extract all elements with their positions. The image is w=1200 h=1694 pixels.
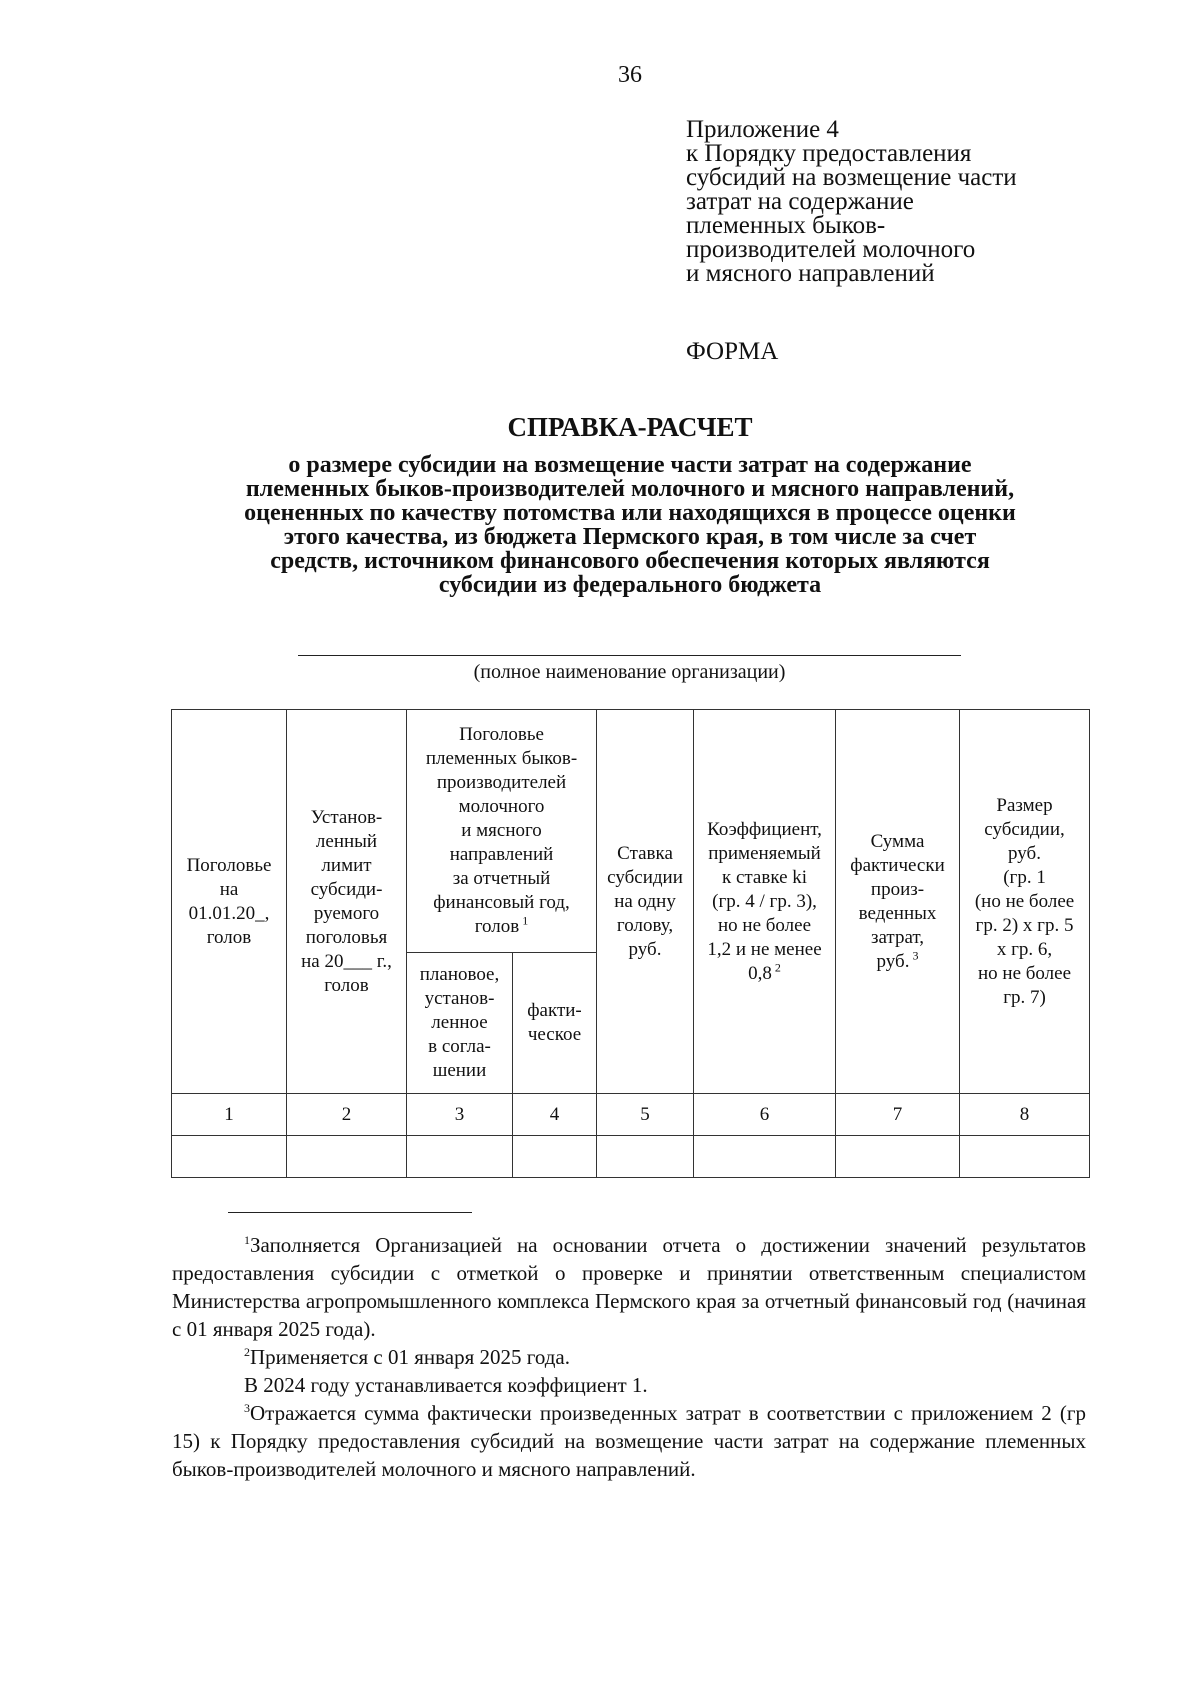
header-text-line: в согла- [428,1036,491,1057]
footnotes [172,1231,1086,1483]
subtitle-line: субсидии из федерального бюджета [438,572,822,598]
subtitle-line: этого качества, из бюджета Пермского края, в том числе за счет [283,524,977,550]
header-text-line: применяемый [708,842,821,864]
appendix-line: затрат на содержание [686,188,914,215]
header-text-line: 0,8 $^2$ [748,960,781,984]
header-text-line: веденных [858,902,937,924]
header-col-6 [694,710,836,1094]
header-text-line: Коэффициент, [707,818,822,840]
subtitle-line: оцененных по качеству потомства или находящихся в процессе оценки [244,500,1016,526]
header-text-line: (гр. 4 / гр. 3), [712,890,817,912]
header-text-line: фактически [850,854,945,876]
column-number: 1 [172,1094,287,1136]
header-text-line: ленное [431,1012,488,1033]
column-number-row [172,1094,1090,1136]
header-text-line: производителей [436,772,567,793]
header-text-line: голов [324,974,369,996]
header-text-line: x гр. 6, [996,938,1053,960]
column-number: 4 [513,1094,597,1136]
header-text-line: направлений [449,844,554,865]
column-number: 5 [597,1094,694,1136]
header-col-2 [287,710,407,1094]
header-col-1 [172,710,287,1094]
column-number: 6 [694,1094,836,1136]
header-text-line: голов [206,926,252,948]
header-text-line: гр. 2) x гр. 5 [975,914,1074,936]
header-text-line: субсиди- [310,878,383,900]
footnote-text: Заполняется Организацией на основании отчета о достижении значений результатов предоставления субсидии с отметкой о проверке и принятии ответственным специалистом Министерства агропромышленного комплекса Пермского края за отчетный финансовый год (начиная с 01 января 2025 года). [172,1233,1086,1341]
footnote-ref: 1 [519,913,529,928]
document-title: СПРАВКА-РАСЧЕТ [507,412,753,442]
appendix-line: племенных быков- [686,212,886,239]
data-entry-row[interactable] [172,1136,1090,1178]
header-text-line: на одну [614,890,676,912]
header-text-line: факти- [527,1000,582,1021]
footnote-mark: 3 [244,1401,250,1415]
header-text-line: молочного [458,796,545,817]
header-text-line: к ставке ki [721,866,808,888]
subtitle-line: о размере субсидии на возмещение части затрат на содержание [288,452,972,478]
footnote-2 [172,1343,1086,1371]
header-text-line: голову, [616,914,674,936]
header-text-line: 1,2 и не менее [707,938,822,960]
entry-cell[interactable] [407,1136,513,1178]
organization-name-caption: (полное наименование организации) [473,661,786,683]
entry-cell[interactable] [836,1136,960,1178]
footnote-1 [172,1231,1086,1343]
header-text-line: Размер [996,794,1053,816]
page-number: 36 [618,62,642,88]
footnote-text: Применяется с 01 января 2025 года. [250,1345,570,1369]
header-text-line: но не более [977,962,1072,984]
appendix-line: субсидий на возмещение части [686,164,1017,191]
header-text-line: финансовый год, [433,892,570,913]
entry-cell[interactable] [597,1136,694,1178]
calculation-table [171,709,1090,1178]
header-text-line: затрат, [870,926,925,948]
header-text-line: установ- [424,988,495,1009]
entry-cell[interactable] [172,1136,287,1178]
header-text-line: руб. $^3$ [876,948,919,972]
appendix-reference [686,118,1017,286]
header-text-line: голов $^1$ [474,913,529,937]
header-text-line: руемого [313,902,380,924]
subtitle-line: племенных быков-производителей молочного и мясного направлений, [245,476,1015,502]
header-text-line: руб. [1008,842,1041,864]
entry-cell[interactable] [694,1136,836,1178]
header-text-line: поголовья [305,926,388,948]
footnote-mark: 2 [244,1345,250,1359]
header-text-line: Поголовье [186,854,272,876]
header-text-line: гр. 7) [1003,986,1046,1008]
header-col-3 [407,953,513,1094]
header-text-line: племенных быков- [425,748,578,769]
header-text-line: 01.01.20_, [188,902,270,924]
footnote-text: Отражается сумма фактически произведенных затрат в соответствии с приложением 2 (гр 15) к Порядку предоставления субсидий на возмещение части затрат на содержание племенных быков-производителей молочного и мясного направлений. [172,1401,1086,1481]
appendix-line: Приложение 4 [686,116,839,143]
footnote-mark: 1 [244,1233,250,1247]
footnote-2-extra: В 2024 году устанавливается коэффициент 1. [244,1373,648,1397]
header-text-line: (но не более [974,890,1075,912]
column-number: 8 [960,1094,1090,1136]
header-col-8 [960,710,1090,1094]
header-text-line: шении [432,1060,487,1081]
entry-cell[interactable] [287,1136,407,1178]
header-text-line: субсидии, [984,818,1065,840]
form-label: ФОРМА [686,338,779,365]
header-text-line: плановое, [419,964,500,985]
column-number: 3 [407,1094,513,1136]
header-text-line: произ- [870,878,925,900]
header-text-line: Поголовье [459,724,544,745]
column-number: 7 [836,1094,960,1136]
header-text-line: Установ- [310,806,383,828]
appendix-line: к Порядку предоставления [686,140,972,167]
header-text-line: субсидии [607,866,683,888]
footnote-ref: 2 [771,960,781,975]
entry-cell[interactable] [513,1136,597,1178]
footnote-ref: 3 [909,948,919,963]
header-col-5 [597,710,694,1094]
header-text-line: но не более [717,914,812,936]
header-text-line: за отчетный [452,868,551,889]
header-col-3-4-group [407,710,597,953]
header-text-line: лимит [321,854,372,876]
header-text-line: ческое [527,1024,582,1045]
header-text-line: на 20___ г., [301,950,392,972]
entry-cell[interactable] [960,1136,1090,1178]
organization-name-line[interactable] [298,655,961,656]
header-col-7 [836,710,960,1094]
header-text-line: на [219,878,239,900]
appendix-line: производителей молочного [686,236,976,263]
header-text-line: руб. [628,938,662,960]
header-text-line: Ставка [617,842,673,864]
header-text-line: ленный [315,830,378,852]
header-text-line: и мясного [461,820,542,841]
header-col-4 [513,953,597,1094]
footnote-3 [172,1399,1086,1483]
subtitle-line: средств, источником финансового обеспечения которых являются [270,548,990,574]
footnote-separator [228,1212,472,1213]
document-subtitle [150,453,1110,597]
appendix-line: и мясного направлений [686,260,935,287]
header-text-line: Сумма [870,830,925,852]
header-text-line: (гр. 1 [1003,866,1046,888]
column-number: 2 [287,1094,407,1136]
